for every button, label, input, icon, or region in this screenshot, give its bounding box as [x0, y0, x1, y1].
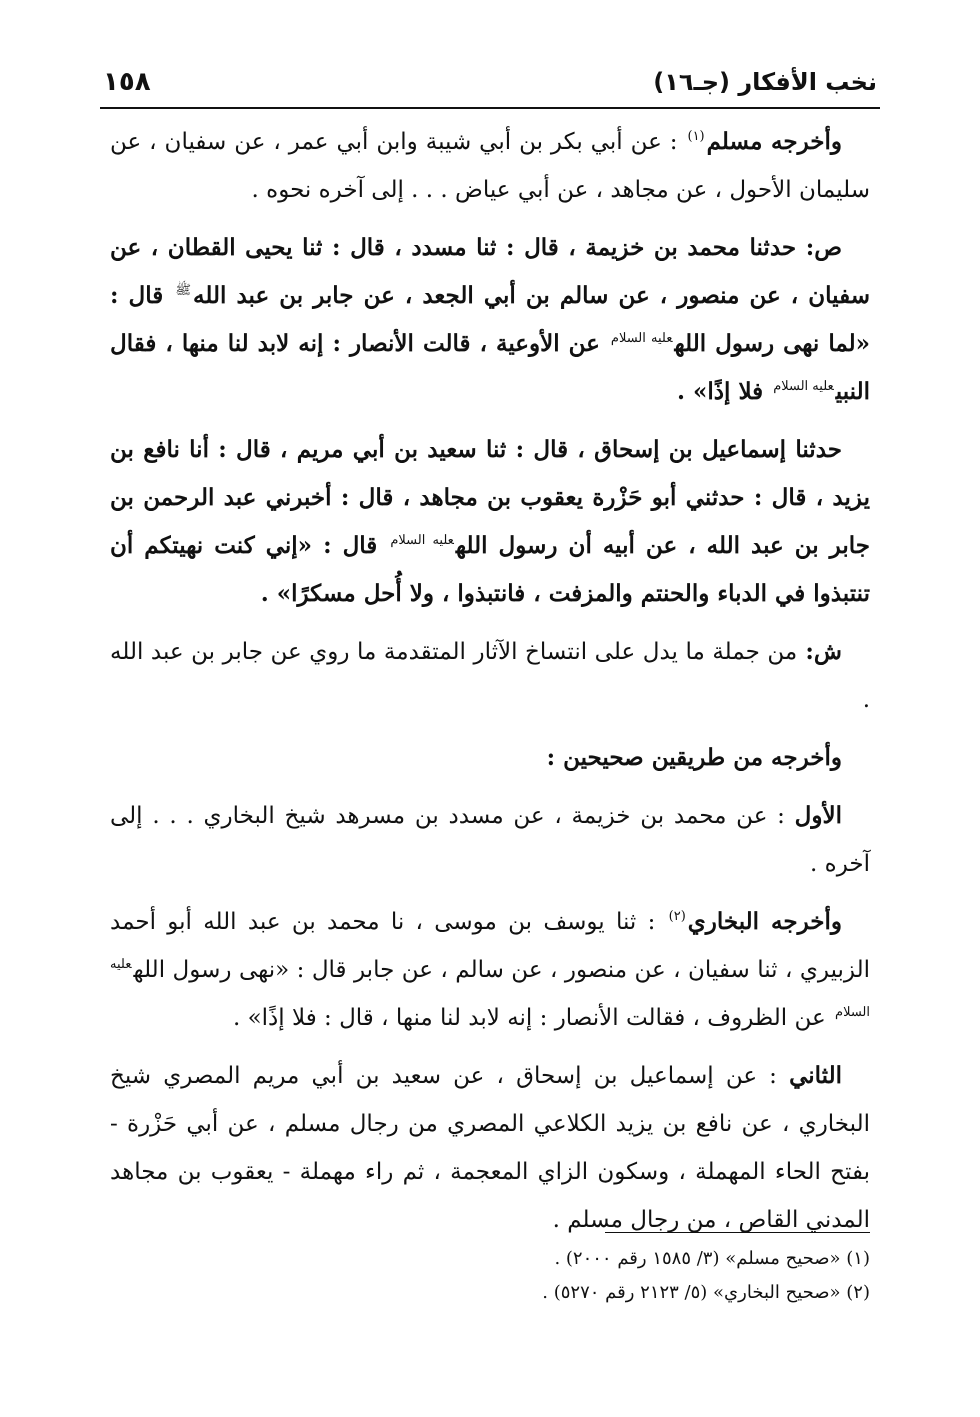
honorific-mark: عليه السلام	[610, 331, 673, 347]
paragraph-sad	[110, 224, 870, 416]
paragraph-text: وأخرجه من طريقين صحيحين :	[546, 744, 842, 771]
honorific-mark: عليه السلام	[390, 533, 454, 549]
honorific-mark: عليه السلام	[773, 379, 834, 395]
paragraph-text: : عن محمد بن خزيمة ، عن مسدد بن مسرهد شيخ البخاري . . . إلى آخره .	[110, 803, 870, 877]
footnote-rule	[605, 1232, 870, 1233]
page-header	[103, 58, 877, 106]
running-title: نخب الأفكار (جـ١٦)	[653, 68, 877, 96]
paragraph-ismail	[110, 426, 870, 618]
body-text	[110, 118, 870, 1254]
paragraph-text: : ثنا يوسف بن موسى ، نا محمد بن عبد الله أبو أحمد الزبيري ، ثنا سفيان ، عن منصور ، عن سالم ، عن جابر قال : «نهى رسول الله	[110, 909, 870, 983]
footnotes	[110, 1242, 870, 1310]
paragraph-shin	[110, 628, 870, 724]
paragraph-text: حدثنا محمد بن خزيمة ، قال : ثنا مسدد ، قال : ثنا يحيى القطان ، عن سفيان ، عن منصور ، عن سالم بن أبي الجعد ، عن جابر بن عبد الله	[110, 234, 871, 309]
paragraph-lead: ش:	[797, 638, 842, 665]
footnote-ref: (٢)	[668, 909, 686, 925]
paragraph-lead: الثاني	[789, 1062, 842, 1089]
paragraph-text: حدثنا إسماعيل بن إسحاق ، قال : ثنا سعيد بن أبي مريم ، قال : أنا نافع بن يزيد ، قال : حدثني أبو حَزْرة يعقوب بن مجاهد ، قال : أخبرني عبد الرحمن بن جابر بن عبد الله ، عن أبيه أن رسول الله	[110, 436, 871, 559]
footnote-2: (٢) «صحيح البخاري» (٥/ ٢١٢٣ رقم ٥٢٧٠) .	[542, 1282, 870, 1303]
paragraph-text: من جملة ما يدل على انتساخ الآثار المتقدمة ما روي عن جابر بن عبد الله .	[110, 639, 870, 713]
footnote-1: (١) «صحيح مسلم» (٣/ ١٥٨٥ رقم ٢٠٠٠) .	[554, 1248, 870, 1269]
paragraph-lead: ص:	[796, 234, 842, 261]
paragraph-muslim	[110, 118, 870, 214]
paragraph-two-routes	[110, 734, 870, 782]
page-number: ١٥٨	[103, 67, 151, 97]
footnote-ref: (١)	[687, 129, 705, 145]
paragraph-text: : عن أبي بكر بن أبي شيبة وابن أبي عمر ، عن سفيان ، عن سليمان الأحول ، عن مجاهد ، عن أبي عياض . . . إلى آخره نحوه .	[110, 129, 870, 203]
paragraph-text: قال : «إني كنت نهيتكم أن تنتبذوا في الدباء والحنتم والمزفت ، فانتبذوا ، ولا أُحل مسكرًا» .	[110, 532, 870, 607]
header-rule	[100, 107, 880, 109]
paragraph-text: عن الظروف ، فقالت الأنصار : إنه لابد لنا منها ، قال : فلا إذًا» .	[232, 1005, 834, 1031]
paragraph-lead: وأخرجه البخاري	[687, 908, 842, 935]
paragraph-text: : عن إسماعيل بن إسحاق ، عن سعيد بن أبي مريم المصري شيخ البخاري ، عن نافع بن يزيد الكلاعي المصري من رجال مسلم ، عن أبي حَزْرة - بفتح الحاء المهملة ، وسكون الزاي المعجمة ، ثم راء مهملة - يعقوب بن مجاهد المدني القاص ، من رجال مسلم .	[110, 1063, 870, 1233]
paragraph-text: عن الأوعية ، قالت الأنصار : إنه لابد لنا منها ، فقال النبي	[110, 330, 870, 405]
paragraph-text: فلا إذًا» .	[677, 378, 772, 405]
paragraph-second	[110, 1052, 870, 1244]
paragraph-lead: الأول	[794, 802, 842, 829]
honorific-mark: ﷺ	[175, 283, 192, 299]
paragraph-bukhari	[110, 898, 870, 1042]
honorific-mark: عليه السلام	[110, 957, 870, 1021]
paragraph-lead: وأخرجه مسلم	[706, 128, 842, 155]
paragraph-first	[110, 792, 870, 888]
paragraph-text: قال : «لما نهى رسول الله	[110, 282, 871, 357]
